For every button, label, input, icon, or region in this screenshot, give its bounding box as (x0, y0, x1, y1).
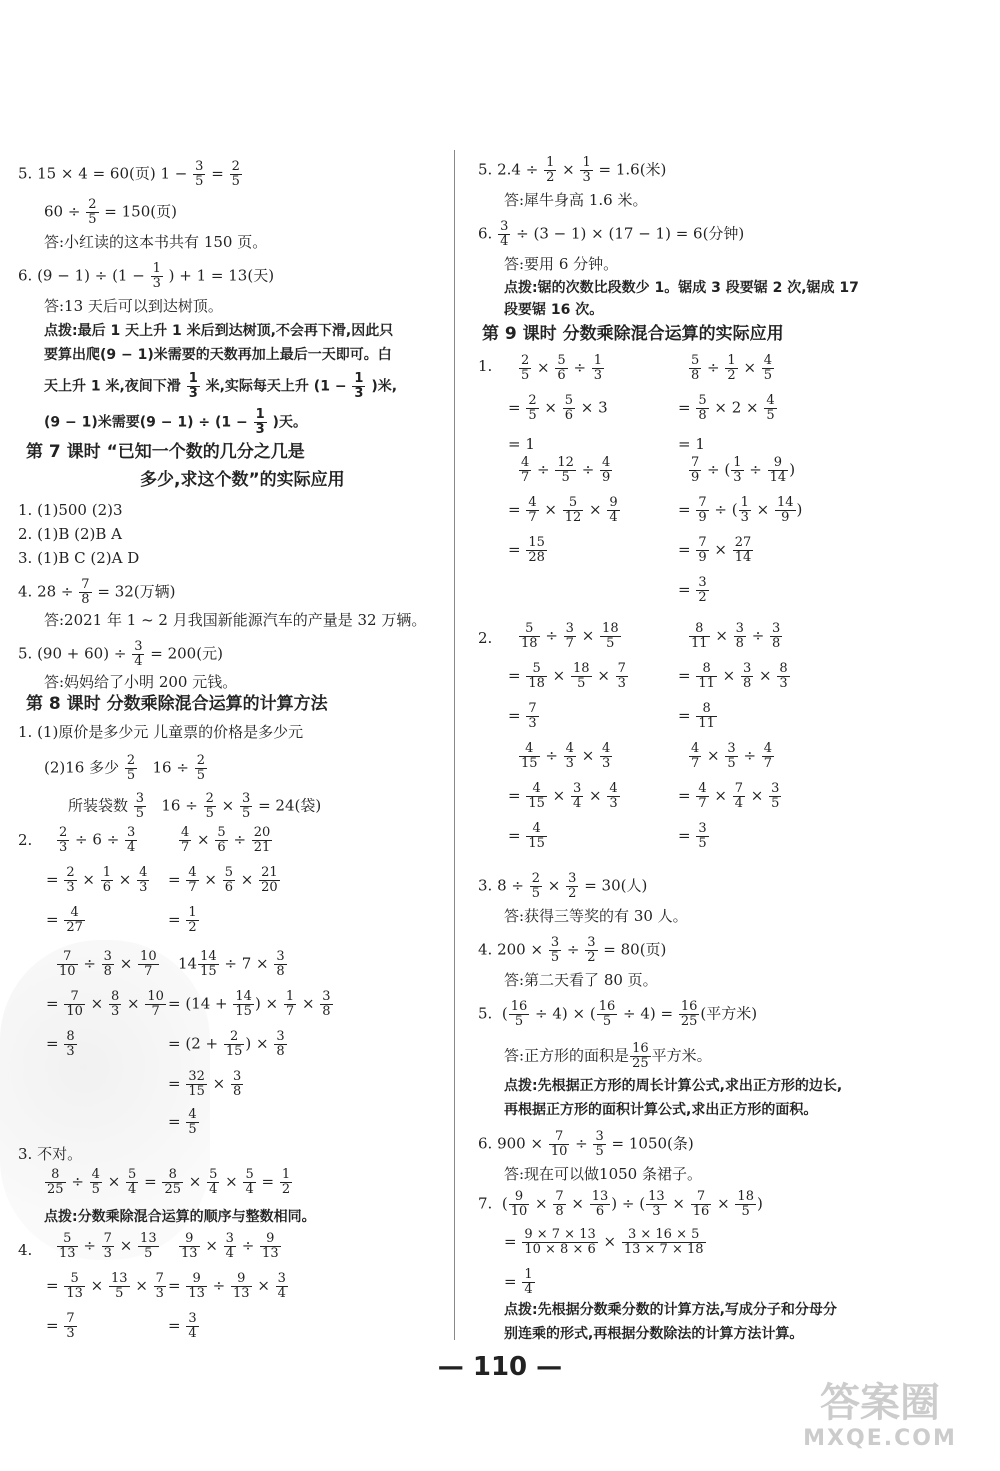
answer-text: 答:小红读的这本书共有 150 页。 (44, 233, 268, 251)
watermark-logo: 答案圈 MXQE.COM (803, 1380, 957, 1451)
column-divider (454, 150, 455, 1340)
problem-6: 6. (9 − 1) ÷ (1 − $\frac{1}{3}$ ) + 1 = 13(天) (18, 261, 275, 291)
lesson-9-heading: 第 9 课时 分数乘除混合运算的实际应用 (482, 324, 784, 344)
page-number: — 110 — (437, 1352, 563, 1382)
lesson-8-heading: 第 8 课时 分数乘除混合运算的计算方法 (26, 694, 328, 714)
lesson-7-heading: 第 7 课时 “已知一个数的几分之几是 (26, 442, 305, 462)
problem-5: 5. 15 × 4 = 60(页) 1 − $\frac{3}{5}$ = $\frac{2}{5}$ (18, 159, 240, 189)
